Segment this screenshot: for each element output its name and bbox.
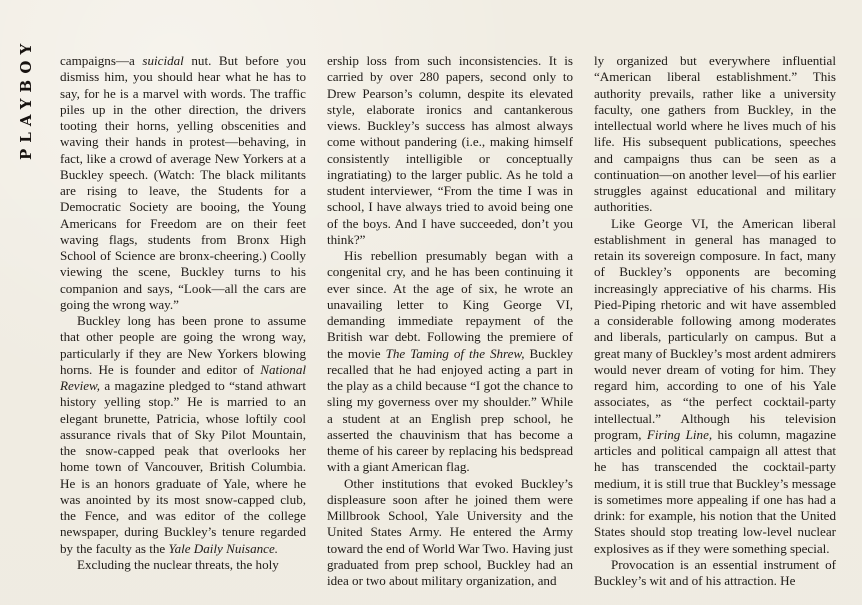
column-1-paragraph-2-italic-b: Yale Daily Nuisance.: [168, 540, 279, 556]
column-3-paragraph-2-text-b: his column, magazine articles and political campaign all attest that he has transcended the cocktail-party medium, it is still true that Buckley’s message is sometimes more appealing if one has had a drink: for example, his notion that the United States should stop treating low-level nuclear explosives as if they were something special.: [594, 426, 836, 556]
column-1-paragraph-2-italic-a: National Review,: [60, 361, 306, 393]
column-3-paragraph-3: Provocation is an essential instrument of Buckley’s wit and of his attraction. He: [594, 556, 836, 588]
column-2-paragraph-1: ership loss from such inconsistencies. It is carried by over 280 papers, second only to Drew Pearson’s column, despite its elevated style, elaborate ironics and cantankerous views. Buckley’s success has almost always come without pandering (i.e., making himself consistently intelligible or conceptually ingratiating) to the larger public. As he told a student interviewer, “From the time I was in school, I have always tried to avoid being one of the boys. And I have succeeded, don’t you think?”: [327, 53, 573, 247]
column-1: [60, 53, 306, 573]
column-1-paragraph-1-italic: suicidal: [142, 53, 184, 68]
column-3-paragraph-2-italic: Firing Line,: [646, 426, 713, 442]
column-3-paragraph-2: [594, 216, 836, 557]
column-3-paragraph-2-text-a: Like George VI, the American liberal establishment in general has managed to retain its sovereign composure. In fact, many of Buckley’s opponents are becoming increasingly appreciative of his charms. His Pied-Piping rhetoric and wit have assembled a considerable following among moderates and liberals, particularly on campus. But a great many of Buckley’s most ardent admirers would never dream of voting for him. They regard him, according to one of his Yale associates, as “the perfect cocktail-party intellectual.” Although his television program,: [594, 215, 836, 442]
article-columns: [60, 53, 836, 605]
column-2-paragraph-3: Other institutions that evoked Buckley’s displeasure soon after he joined them were Millbrook School, Yale University and the United States Army. He entered the Army toward the end of World War Two. Having just graduated from prep school, Buckley had an idea or two about military organization, and: [327, 475, 573, 588]
column-2-paragraph-2-text-b: Buckley recalled that he had enjoyed acting a part in the play as a child because “I got the chance to sling my governess over my shoulder.” While a student at an English prep school, he asserted the chauvinism that has become a theme of his career by replacing his bedspread with a giant American flag.: [327, 345, 574, 475]
column-1-paragraph-1-text-b: nut. But before you dismiss him, you should hear what he has to say, for he is a marvel with words. The traffic piles up in the other direction, the drivers tooting their horns, yelling obscenities and waving their hands in protest—behaving, in fact, like a crowd of average New Yorkers at a Buckley speech. (Watch: The black militants are rising to leave, the Students for a Democratic Society are booing, the Young Americans for Freedom are on their feet waving flags, students from Bronx High School of Science are bronx-cheering.) Coolly viewing the scene, Buckley turns to his companion and says, “Look—all the cars are going the wrong way.”: [60, 53, 306, 312]
column-2-paragraph-2-italic: The Taming of the Shrew,: [385, 345, 525, 361]
masthead: [9, 37, 49, 202]
column-1-paragraph-2-text-a: Buckley long has been prone to assume that other people are going the wrong way, particularly if they are New Yorkers blowing horns. He is founder and editor of: [60, 313, 306, 377]
column-2-paragraph-2-text-a: His rebellion presumably began with a congenital cry, and he has been continuing it ever since. At the age of six, he wrote an unavailing letter to King George VI, demanding immediate repayment of the British war debt. Following the premiere of the movie: [327, 248, 573, 361]
column-1-paragraph-2-text-b: a magazine pledged to “stand athwart history yelling stop.” He is married to an elegant brunette, Patricia, whose loftily cool assurance rivals that of Sky Pilot Mountain, the snow-capped peak that overlooks her home town of Vancouver, British Columbia. He is an honors graduate of Yale, where he was anointed by its most snow-capped club, the Fence, and was editor of the college newspaper, during Buckley’s tenure regarded by the faculty as the: [60, 378, 306, 556]
column-2: [327, 53, 573, 589]
column-1-paragraph-1: [60, 53, 306, 313]
column-1-paragraph-2: [60, 313, 306, 557]
column-1-paragraph-3: Excluding the nuclear threats, the holy: [77, 556, 279, 572]
column-3-paragraph-1: ly organized but everywhere influential “American liberal establishment.” This authority prevails, rather like a university faculty, one gathers from Buckley, in the intellectual world where he lives much of his life. His subsequent publications, speeches and campaigns thus can be seen as a continuation—on another level—of his earlier struggles against educational and military authorities.: [594, 53, 836, 215]
column-2-paragraph-2: [327, 248, 573, 476]
column-1-paragraph-1-text-a: campaigns—a: [60, 53, 143, 68]
column-3: [594, 53, 836, 589]
masthead-label: PLAYBOY: [17, 37, 35, 160]
